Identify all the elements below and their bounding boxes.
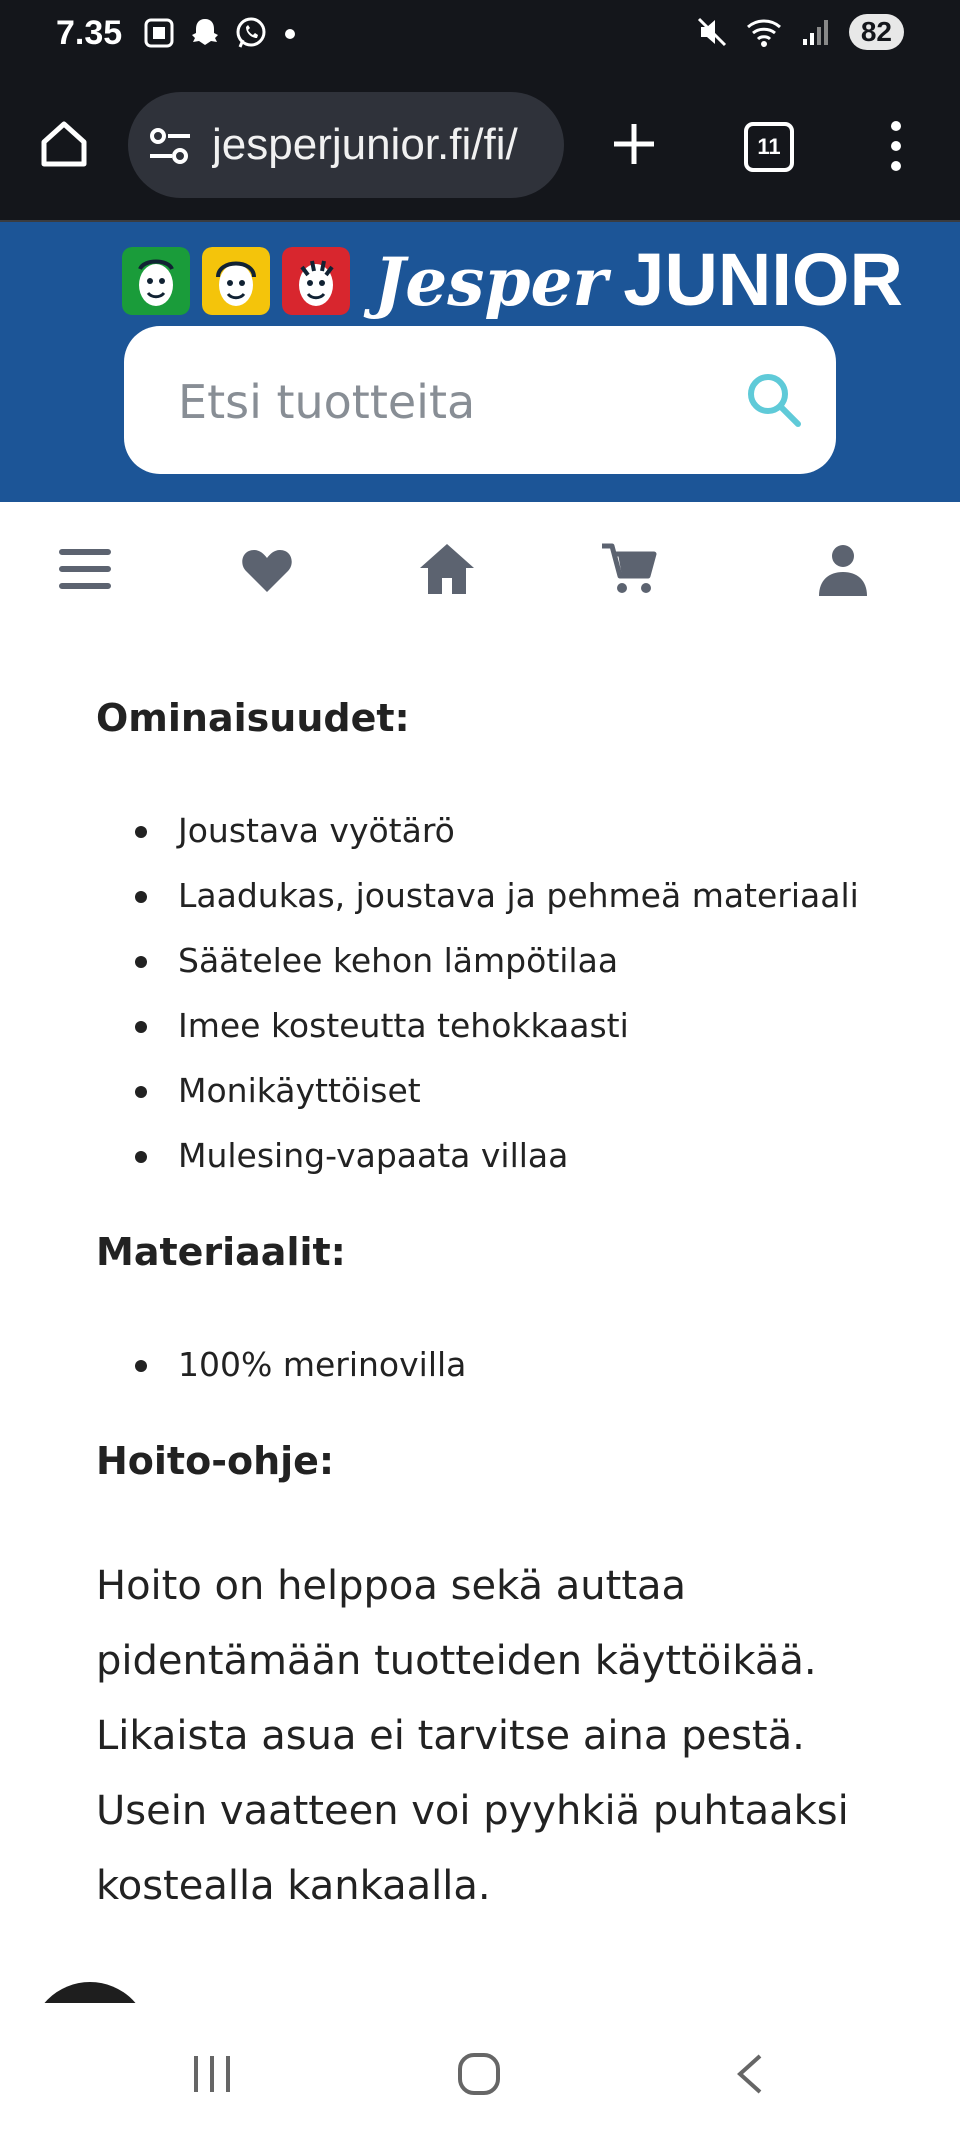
- care-text-line: Usein vaatteen voi pyyhkiä puhtaaksi: [96, 1788, 849, 1834]
- battery-indicator: 82: [849, 14, 904, 50]
- feature-item: Laadukas, joustava ja pehmeä materiaali: [96, 863, 896, 928]
- features-title: Ominaisuudet:: [96, 696, 410, 740]
- logo-word-junior: JUNIOR: [623, 238, 903, 321]
- url-bar[interactable]: [128, 92, 564, 198]
- features-list: [96, 798, 896, 1188]
- browser-toolbar: [0, 72, 960, 222]
- signal-icon: [799, 15, 833, 49]
- home-icon[interactable]: [418, 540, 476, 598]
- logo-face-yellow-icon: [202, 247, 270, 315]
- site-settings-icon[interactable]: [148, 126, 192, 166]
- care-title: Hoito-ohje:: [96, 1439, 335, 1483]
- materials-title: Materiaalit:: [96, 1230, 346, 1274]
- feature-item: Monikäyttöiset: [96, 1058, 896, 1123]
- user-icon[interactable]: [814, 540, 872, 598]
- feature-item: Säätelee kehon lämpötilaa: [96, 928, 896, 993]
- care-text-line: kostealla kankaalla.: [96, 1863, 491, 1909]
- feature-item: Joustava vyötärö: [96, 798, 896, 863]
- status-time: 7.35: [56, 14, 123, 52]
- care-text-line: Likaista asua ei tarvitse aina pestä.: [96, 1713, 805, 1759]
- browser-home-icon[interactable]: [36, 116, 92, 172]
- care-text-line: Hoito on helppoa sekä auttaa: [96, 1563, 687, 1609]
- care-text-block: [96, 1549, 896, 1924]
- mute-icon: [695, 15, 729, 49]
- status-icons-right: [695, 14, 904, 50]
- cart-icon[interactable]: [600, 540, 658, 598]
- status-icons-left: [142, 16, 300, 50]
- site-nav-bar: [0, 502, 960, 630]
- search-box[interactable]: [124, 326, 836, 474]
- notification-dot-icon: [280, 16, 300, 50]
- recents-icon[interactable]: [190, 2052, 234, 2096]
- wifi-icon: [745, 15, 783, 49]
- logo-word-jesper: Jesper: [374, 243, 608, 321]
- back-icon[interactable]: [732, 2052, 768, 2096]
- heart-icon[interactable]: [238, 540, 296, 598]
- logo-face-red-icon: [282, 247, 350, 315]
- materials-list: [96, 1332, 896, 1397]
- care-text-line: pidentämään tuotteiden käyttöikää.: [96, 1638, 817, 1684]
- tab-switcher-button[interactable]: 11: [744, 122, 794, 172]
- status-bar: [0, 0, 960, 72]
- material-item: 100% merinovilla: [96, 1332, 896, 1397]
- menu-icon[interactable]: [56, 540, 114, 598]
- system-home-icon[interactable]: [457, 2052, 501, 2096]
- logo-face-green-icon: [122, 247, 190, 315]
- snapchat-icon: [188, 16, 222, 50]
- url-text[interactable]: jesperjunior.fi/fi/: [212, 120, 518, 169]
- site-logo[interactable]: [122, 238, 903, 321]
- product-description: [96, 690, 896, 1924]
- logo-wordmark: [374, 238, 903, 321]
- feature-item: Mulesing-vapaata villaa: [96, 1123, 896, 1188]
- search-input[interactable]: [176, 366, 740, 438]
- screenshot-icon: [142, 16, 176, 50]
- more-options-icon[interactable]: [882, 116, 910, 176]
- new-tab-icon[interactable]: [606, 116, 662, 172]
- system-navigation-bar: [0, 2003, 960, 2133]
- feature-item: Imee kosteutta tehokkaasti: [96, 993, 896, 1058]
- search-icon[interactable]: [744, 370, 804, 430]
- site-header: [0, 222, 960, 502]
- whatsapp-icon: [234, 16, 268, 50]
